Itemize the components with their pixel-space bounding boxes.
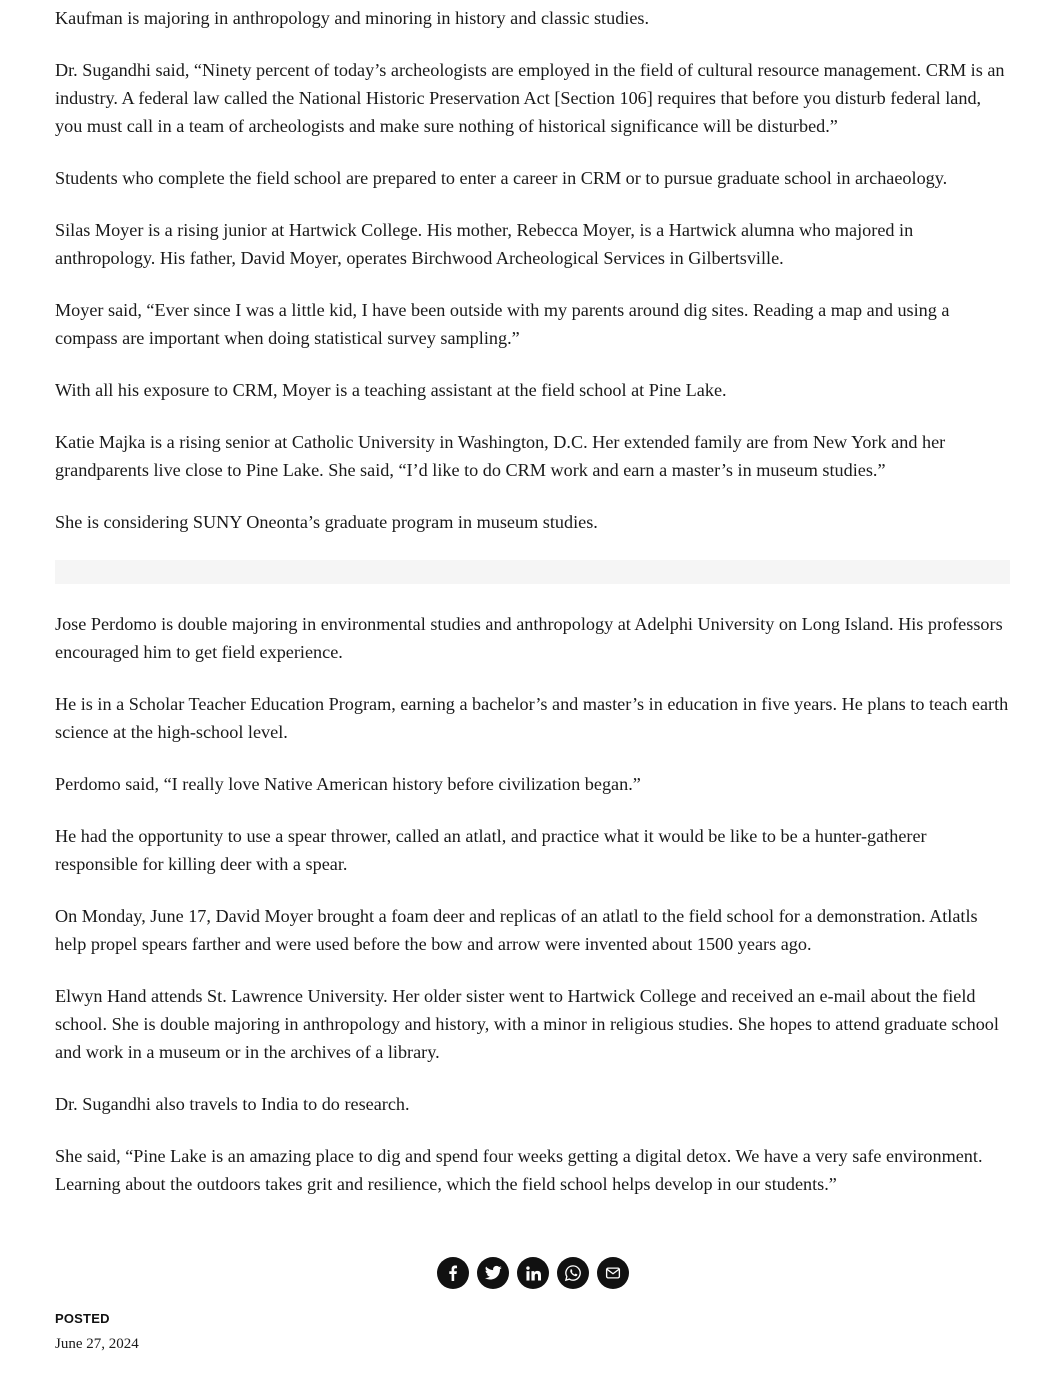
article-paragraph: Students who complete the field school are prepared to enter a career in CRM or to pursue graduate school in archaeology. (55, 168, 948, 188)
article-paragraph: He is in a Scholar Teacher Education Program, earning a bachelor’s and master’s in education in five years. He plans to teach earth science at the high-school level. (55, 694, 1009, 742)
article-paragraph: Moyer said, “Ever since I was a little kid, I have been outside with my parents around dig sites. Reading a map and using a compass are important when doing statistical survey sampling.” (55, 300, 950, 348)
twitter-icon (485, 1265, 502, 1281)
share-whatsapp-button[interactable] (557, 1257, 589, 1289)
email-icon (604, 1264, 622, 1282)
article-paragraph: She said, “Pine Lake is an amazing place to dig and spend four weeks getting a digital detox. We have a very safe environment. Learning about the outdoors takes grit and resilience, which the field school helps develop in our students.” (55, 1146, 983, 1194)
article-paragraph: Jose Perdomo is double majoring in environmental studies and anthropology at Adelphi University on Long Island. His professors encouraged him to get field experience. (55, 614, 1003, 662)
article-paragraph: With all his exposure to CRM, Moyer is a teaching assistant at the field school at Pine Lake. (55, 380, 727, 400)
whatsapp-icon (564, 1264, 582, 1282)
article-paragraph: Dr. Sugandhi said, “Ninety percent of today’s archeologists are employed in the field of cultural resource management. CRM is an industry. A federal law called the National Historic Preservation Act [Section 106] requires that before you disturb federal land, you must call in a team of archeologists and make sure nothing of historical significance will be disturbed.” (55, 60, 1005, 136)
share-facebook-button[interactable] (437, 1257, 469, 1289)
article-paragraph: Katie Majka is a rising senior at Catholic University in Washington, D.C. Her extended family are from New York and her grandparents live close to Pine Lake. She said, “I’d like to do CRM work and earn a master’s in museum studies.” (55, 432, 946, 480)
article-paragraph: Perdomo said, “I really love Native American history before civilization began.” (55, 774, 641, 794)
article-paragraph: Silas Moyer is a rising junior at Hartwick College. His mother, Rebecca Moyer, is a Hartwick alumna who majored in anthropology. His father, David Moyer, operates Birchwood Archeological Services in Gilbertsville. (55, 220, 914, 268)
share-linkedin-button[interactable] (517, 1257, 549, 1289)
share-bar (437, 1257, 629, 1289)
article-body (55, 4, 1010, 1222)
posted-label: POSTED (55, 1311, 110, 1326)
article-paragraph: He had the opportunity to use a spear thrower, called an atlatl, and practice what it would be like to be a hunter-gatherer responsible for killing deer with a spear. (55, 826, 927, 874)
linkedin-icon (526, 1266, 541, 1281)
share-email-button[interactable] (597, 1257, 629, 1289)
posted-date: June 27, 2024 (55, 1336, 139, 1352)
article-paragraph: Dr. Sugandhi also travels to India to do research. (55, 1094, 410, 1114)
article-paragraph: Kaufman is majoring in anthropology and minoring in history and classic studies. (55, 8, 650, 28)
article-paragraph: She is considering SUNY Oneonta’s graduate program in museum studies. (55, 512, 598, 532)
share-twitter-button[interactable] (477, 1257, 509, 1289)
article-paragraph: On Monday, June 17, David Moyer brought a foam deer and replicas of an atlatl to the field school for a demonstration. Atlatls help propel spears farther and were used before the bow and arrow were invented about 1500 years ago. (55, 906, 978, 954)
facebook-icon (445, 1265, 461, 1281)
ad-placeholder (55, 560, 1010, 584)
article-paragraph: Elwyn Hand attends St. Lawrence University. Her older sister went to Hartwick College and received an e-mail about the field school. She is double majoring in anthropology and history, with a minor in religious studies. She hopes to attend graduate school and work in a museum or in the archives of a library. (55, 986, 999, 1062)
